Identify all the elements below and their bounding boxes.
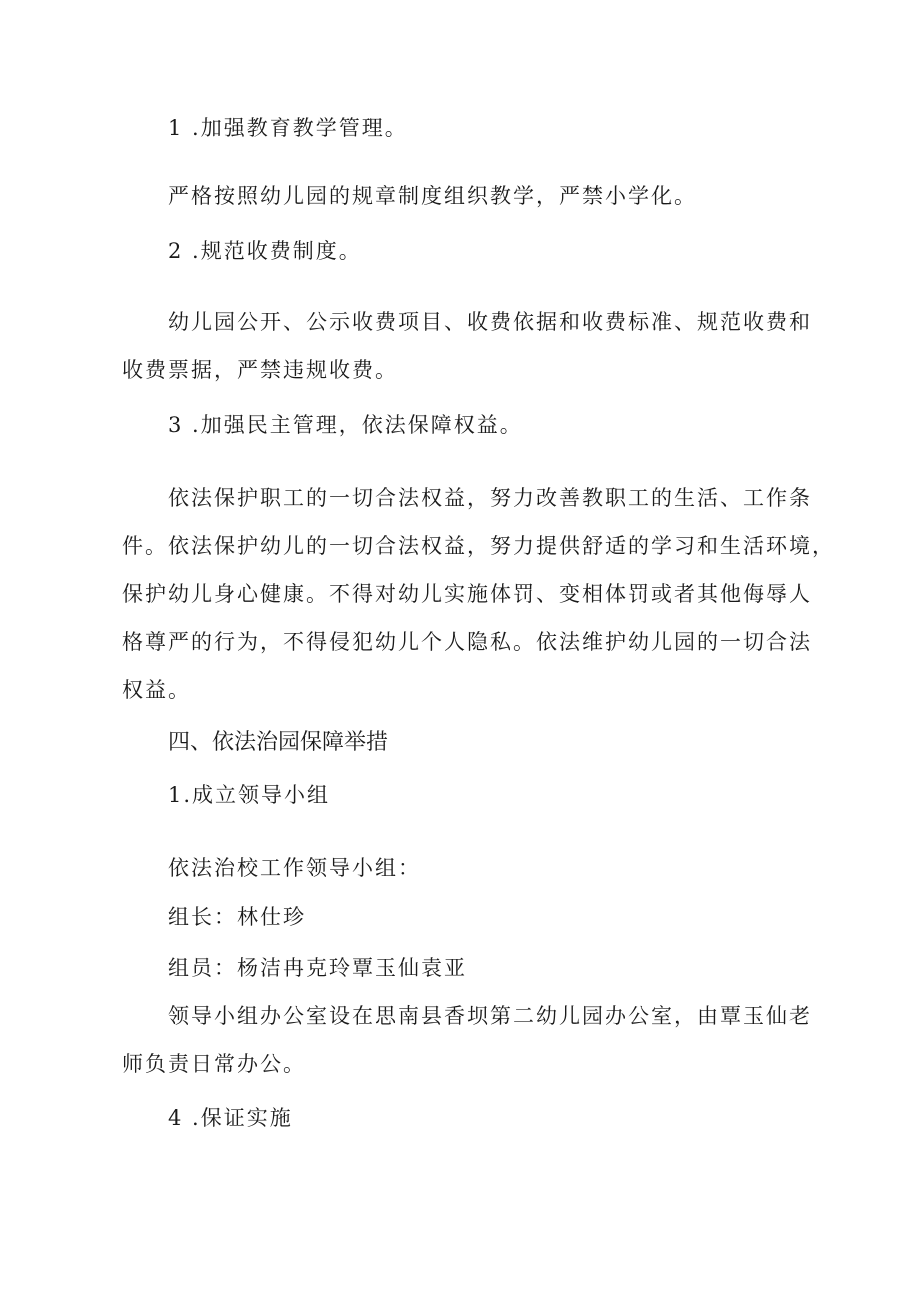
paragraph-line: 幼儿园公开、公示收费项目、收费依据和收费标准、规范收费和 (168, 310, 812, 334)
paragraph-line: 依法保护职工的一切合法权益，努力改善教职工的生活、工作条 (168, 486, 812, 510)
paragraph-line: 依法治校工作领导小组： (168, 856, 421, 880)
item-heading-2: 2 .规范收费制度。 (168, 239, 362, 263)
item-heading-4: 4 .保证实施 (168, 1106, 293, 1130)
group-leader: 组长：林仕珍 (168, 905, 306, 929)
paragraph-line: 件。依法保护幼儿的一切合法权益，努力提供舒适的学习和生活环境， (122, 534, 835, 558)
paragraph-line: 保护幼儿身心健康。不得对幼儿实施体罚、变相体罚或者其他侮辱人 (122, 582, 812, 606)
paragraph-line: 权益。 (122, 678, 191, 702)
paragraph-line: 领导小组办公室设在思南县香坝第二幼儿园办公室，由覃玉仙老 (168, 1004, 812, 1028)
item-heading-leader-group: 1.成立领导小组 (168, 783, 331, 807)
group-members: 组员：杨洁冉克玲覃玉仙袁亚 (168, 956, 467, 980)
paragraph-line: 师负责日常办公。 (122, 1052, 306, 1076)
item-heading-1: 1 .加强教育教学管理。 (168, 116, 408, 140)
paragraph-line: 收费票据，严禁违规收费。 (122, 358, 398, 382)
item-heading-3: 3 .加强民主管理，依法保障权益。 (168, 413, 523, 437)
paragraph-line: 格尊严的行为，不得侵犯幼儿个人隐私。依法维护幼儿园的一切合法 (122, 630, 812, 654)
paragraph-line: 严格按照幼儿园的规章制度组织教学，严禁小学化。 (168, 184, 697, 208)
section-heading: 四、依法治园保障举措 (168, 730, 389, 755)
